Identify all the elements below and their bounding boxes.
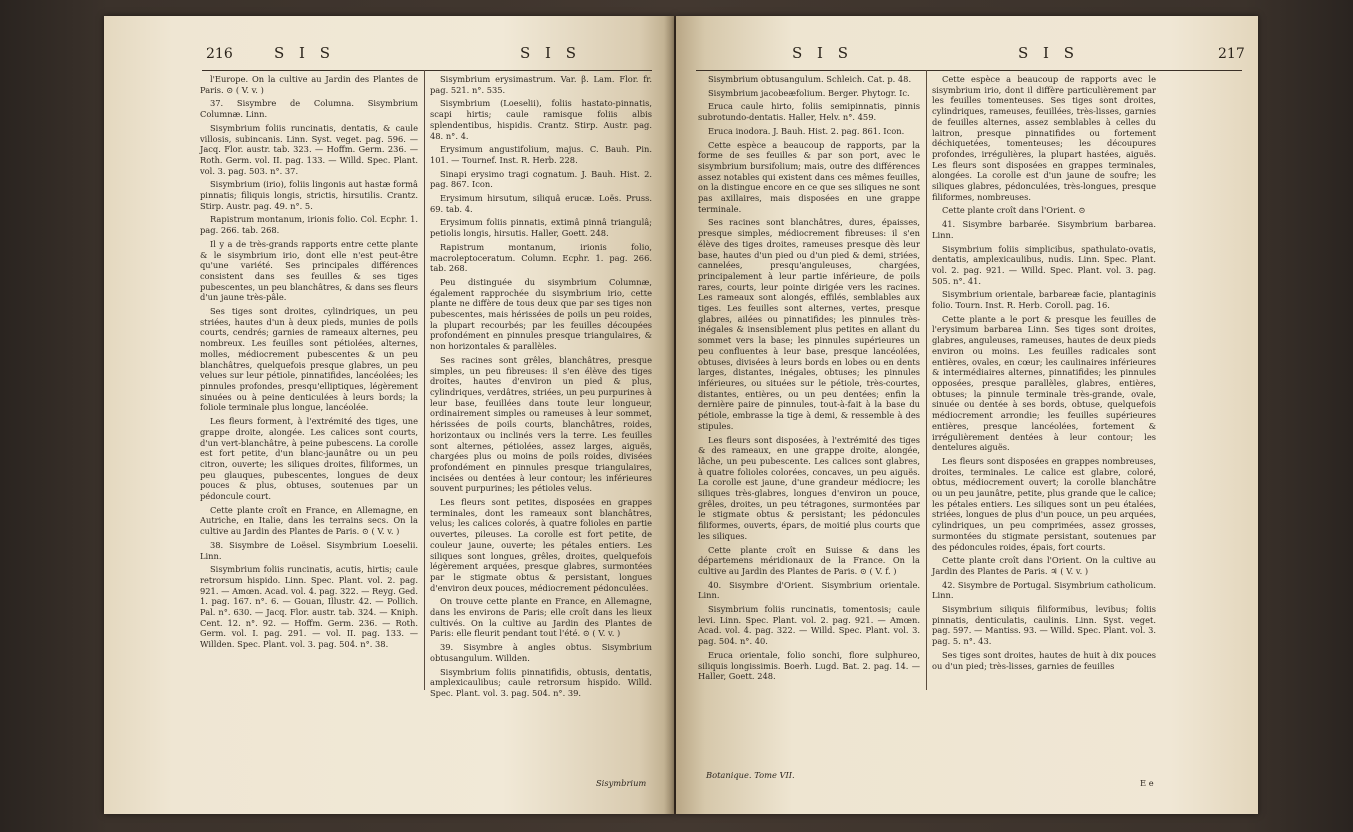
paragraph: Sisymbrium siliquis filiformibus, levibus; foliis pinnatis, denticulatis, caulinis. Linn. Syst. veget. pag. 597. — Mantiss. 93. — Willd. Spec. Plant. vol. 3. pag. 5. n°. 43. [932,604,1156,647]
paragraph: Erysimum foliis pinnatis, extimâ pinnâ triangulâ; petiolis longis, hirsutis. Haller, Goett. 248. [430,217,652,239]
left-page-number: 216 [206,46,233,62]
left-column-2 [430,74,652,702]
paragraph: Cette plante croît dans l'Orient. On la cultive au Jardin des Plantes de Paris. ♃ ( V. v. ) [932,555,1156,576]
right-column-divider [926,70,927,690]
paragraph: Sisymbrium erysimastrum. Var. β. Lam. Flor. fr. pag. 521. n°. 535. [430,74,652,95]
right-catchword: E e [1140,778,1154,788]
paragraph: Sisymbrium foliis simplicibus, spathulato-ovatis, dentatis, amplexicaulibus, nudis. Linn. Spec. Plant. vol. 2. pag. 921. — Willd. Spec. Plant. vol. 3. pag. 505. n°. 41. [932,243,1156,286]
paragraph: Rapistrum montanum, irionis folio. Col. Ecphr. 1. pag. 266. tab. 268. [200,214,418,236]
paragraph: Sisymbrium foliis runcinatis, acutis, hirtis; caule retrorsum hispido. Linn. Spec. Plant. vol. 2. pag. 921. — Amœn. Acad. vol. 4. pag. 322. — Reyg. Ged. 1. pag. 167. n°. 6. — Gouan, Illustr. 42. — Pollich. Pal. n°. 630. — Jacq. Flor. austr. tab. 324. — Kniph. Cent. 12. n°. 92. — Hoffm. Germ. 236. — Roth. Germ. vol. I. pag. 291. — vol. II. pag. 133. — Willden. Spec. Plant. vol. 3. pag. 504. n°. 38. [200,564,418,650]
right-header-1: S I S [792,44,854,62]
paragraph: Cette espèce a beaucoup de rapports avec le sisymbrium irio, dont il diffère particulièrement par les feuilles tomenteuses. Ses tiges sont droites, cylindriques, rameuses, feuillées, très-lisses, garnies de feuilles alternes, assez semblables à celles du laitron, presque pinnatifides ou fortement déchiquetées, tomenteuses; les découpures profondes, irrégulières, la plupart hastées, aiguës. Les fleurs sont disposées en grappes terminales, alongées. La corolle est d'un jaune de soufre; les siliques glabres, pédonculées, très-longues, presque filiformes, nombreuses. [932,74,1156,202]
paragraph: Erysimum hirsutum, siliquâ erucæ. Loës. Pruss. 69. tab. 4. [430,193,652,214]
paragraph: l'Europe. On la cultive au Jardin des Plantes de Paris. ⊙ ( V. v. ) [200,74,418,95]
paragraph: Les fleurs sont disposées en grappes nombreuses, droites, terminales. Le calice est glabre, coloré, obtus, médiocrement ouvert; la corolle blanchâtre ou un peu jaunâtre, petite, plus grande que le calice; les pétales entiers. Les siliques sont un peu étalées, striées, longues de plus d'un pouce, un peu arquées, cylindriques, un peu comprimées, assez grosses, surmontées du stigmate persistant, soutenues par des pédoncules roides, épais, fort courts. [932,455,1156,552]
paragraph: Ses tiges sont droites, cylindriques, un peu striées, hautes d'un à deux pieds, munies de poils courts, cendrés; garnies de rameaux alternes, peu nombreux. Les feuilles sont pétiolées, alternes, molles, médiocrement pubescentes & un peu blanchâtres, quelquefois presque glabres, un peu velues sur leur pétiole, pinnatifides, lancéolées; les pinnules profondes, presqu'elliptiques, légèrement sinuées ou à peine denticulées à leurs bords; la foliole terminale plus longue, lancéolée. [200,306,418,413]
left-header-1: S I S [274,44,336,62]
left-catchword: Sisymbrium [596,778,647,788]
paragraph: Sisymbrium foliis pinnatifidis, obtusis, dentatis, amplexicaulibus; caule retrorsum hispido. Willd. Spec. Plant. vol. 3. pag. 504. n°. 39. [430,666,652,698]
left-header-2: S I S [520,44,582,62]
paragraph: Sisymbrium (irio), foliis lingonis aut hastæ formâ pinnatis; filiquis longis, strictis, hirsutilis. Crantz. Stirp. Austr. pag. 49. n°. 5. [200,179,418,211]
right-header-2: S I S [1018,44,1080,62]
right-header-rule [696,70,1242,71]
left-column-divider [424,70,425,690]
right-column-1 [698,74,920,685]
left-header-rule [202,70,652,71]
paragraph: Sisymbrium orientale, barbareæ facie, plantaginis folio. Tourn. Inst. R. Herb. Coroll. pag. 16. [932,289,1156,311]
paragraph: Sisymbrium obtusangulum. Schleich. Cat. p. 48. [708,74,912,84]
paragraph: Cette plante croît en Suisse & dans les départemens méridionaux de la France. On la cultive au Jardin des Plantes de Paris. ⊙ ( V. f. ) [698,544,920,576]
paragraph: Eruca caule hirto, foliis semipinnatis, pinnis subrotundo-dentatis. Haller, Helv. n°. 459. [698,101,920,123]
right-signature-line: Botanique. Tome VII. [706,770,795,780]
paragraph: Peu distinguée du sisymbrium Columnæ, également rapprochée du sisymbrium irio, cette plante ne diffère de tous deux que par ses tiges non pubescentes, mais hérissées de poils un peu roides, la plupart recourbés; par les feuilles découpées profondément en pinnules presque triangulaires, & non horizontales & parallèles. [430,276,652,352]
paragraph: Ses racines sont grêles, blanchâtres, presque simples, un peu fibreuses: il s'en élève des tiges droites, hautes d'environ un pied & plus, cylindriques, verdâtres, striées, un peu purpurines à leur base, feuillées dans toute leur longueur, ordinairement simples ou rameuses à leur sommet, hérissées de poils courts, blanchâtres, roides, horizontaux ou inclinés vers la terre. Les feuilles sont alternes, pétiolées, assez larges, aiguës, chargées plus ou moins de poils roides, divisées profondément en pinnules presque triangulaires, incisées ou dentées à leur contour; les inférieures souvent purpurines; les pétioles velus. [430,354,652,494]
paragraph: Les fleurs sont disposées, à l'extrémité des tiges & des rameaux, en une grappe droite, alongée, lâche, un peu pubescente. Les calices sont glabres, à quatre folioles colorées, concaves, un peu aiguës. La corolle est jaune, d'une grandeur médiocre; les siliques très-glabres, longues d'environ un pouce, grêles, droites, un peu tétragones, surmontées par le stigmate obtus & persistant; les pédoncules filiformes, ouverts, épars, de moitié plus courts que les siliques. [698,434,920,541]
right-column-2 [932,74,1156,674]
paragraph: 42. Sisymbre de Portugal. Sisymbrium catholicum. Linn. [932,579,1156,601]
paragraph: Ses tiges sont droites, hautes de huit à dix pouces ou d'un pied; très-lisses, garnies de feuilles [932,649,1156,671]
paragraph: Sisymbrium jacobeæfolium. Berger. Phytogr. Ic. [708,87,910,98]
paragraph: Ses racines sont blanchâtres, dures, épaisses, presque simples, médiocrement fibreuses: il s'en élève des tiges droites, rameuses presque dès leur base, hautes d'un pied ou d'un pied & demi, striées, cannelées, presqu'anguleuses, chargées, principalement à leur partie inférieure, de poils rares, courts, leur pointe dirigée vers les racines. Les rameaux sont alongés, effilés, semblables aux tiges. Les feuilles sont alternes, vertes, presque glabres, ailées ou pinnatifides; les pinnules très-inégales & insensiblement plus petites en allant du sommet vers la base; les pinnules supérieures un peu confluentes à leur base, presque lancéolées, obtuses, divisées à leurs bords en lobes ou en dents larges, distantes, inégales, obtuses; les pinnules inférieures, ou situées sur le pétiole, très-courtes, distantes, entières, ou un peu dentées; enfin la dernière paire de pinnules, tout-à-fait à la base du pétiole, embrasse la tige à demi, & ressemble à des stipules. [698,217,920,431]
paragraph: Cette plante a le port & presque les feuilles de l'erysimum barbarea Linn. Ses tiges sont droites, glabres, anguleuses, rameuses, hautes de deux pieds environ ou moins. Les feuilles radicales sont entières, ovales, en cœur; les caulinaires inférieures & intermédiaires alternes, pinnatifides; les pinnules opposées, presque parallèles, glabres, entières, obtuses; la pinnule terminale très-grande, ovale, sinuée ou dentée à ses bords, obtuse, quelquefois médiocrement arrondie; les feuilles supérieures entières, presque lancéolées, fortement & irrégulièrement dentées à leur contour; les dentelures aiguës. [932,313,1156,453]
paragraph: 38. Sisymbre de Loësel. Sisymbrium Loeselii. Linn. [200,539,418,561]
paragraph: Sisymbrium foliis runcinatis, tomentosis; caule levi. Linn. Spec. Plant. vol. 2. pag. 921. — Amœn. Acad. vol. 4. pag. 322. — Willd. Spec. Plant. vol. 3. pag. 504. n°. 40. [698,604,920,647]
paragraph: Les fleurs sont petites, disposées en grappes terminales, dont les rameaux sont blanchâtres, velus; les calices colorés, à quatre folioles en partie ouvertes, pileuses. La corolle est fort petite, de couleur jaune, ouverte; les pétales entiers. Les siliques sont longues, grêles, droites, quelquefois légèrement arquées, presque glabres, surmontées par le stigmate obtus & persistant, longues d'environ deux pouces, médiocrement pédonculées. [430,497,652,593]
paragraph: Cette espèce a beaucoup de rapports, par la forme de ses feuilles & par son port, avec le sisymbrium bursifolium; mais, outre des différences assez notables qui existent dans ces mêmes feuilles, on la distingue encore en ce que ses siliques ne sont pas axillaires, mais disposées en une grappe terminale. [698,139,920,214]
paragraph: 39. Sisymbre à angles obtus. Sisymbrium obtusangulum. Willden. [430,642,652,663]
paragraph: Sinapi erysimo tragi cognatum. J. Bauh. Hist. 2. pag. 867. Icon. [430,168,652,190]
paragraph: Les fleurs forment, à l'extrémité des tiges, une grappe droite, alongée. Les calices sont courts, d'un vert-blanchâtre, à peine pubescens. La corolle est fort petite, d'un blanc-jaunâtre ou un peu citron, ouverte; les siliques droites, filiformes, un peu glauques, pubescentes, longues de deux pouces & plus, obtuses, soutenues par un pédoncule court. [200,416,418,502]
paragraph: 37. Sisymbre de Columna. Sisymbrium Columnæ. Linn. [200,98,418,120]
right-page-number: 217 [1218,46,1245,62]
paragraph: 41. Sisymbre barbarée. Sisymbrium barbarea. Linn. [932,219,1156,240]
paragraph: Il y a de très-grands rapports entre cette plante & le sisymbrium irio, dont elle n'est peut-être qu'une variété. Ses principales différences consistent dans ses feuilles & ses tiges pubescentes, un peu blanchâtres, & dans ses fleurs d'un jaune très-pâle. [200,238,418,303]
paragraph: Rapistrum montanum, irionis folio, macroleptoceratum. Column. Ecphr. 1. pag. 266. tab. 268. [430,241,652,274]
paragraph: On trouve cette plante en France, en Allemagne, dans les environs de Paris; elle croît dans les lieux cultivés. On la cultive au Jardin des Plantes de Paris: elle fleurit pendant tout l'été. ⊙ ( V. v. ) [430,596,652,639]
paragraph: 40. Sisymbre d'Orient. Sisymbrium orientale. Linn. [698,579,920,601]
paragraph: Eruca orientale, folio sonchi, flore sulphureo, siliquis longissimis. Boerh. Lugd. Bat. 2. pag. 14. — Haller, Goett. 248. [698,649,920,682]
paragraph: Cette plante croît en France, en Allemagne, en Autriche, en Italie, dans les terrains secs. On la cultive au Jardin des Plantes de Paris. ⊙ ( V. v. ) [200,504,418,537]
paragraph: Erysimum angustifolium, majus. C. Bauh. Pin. 101. — Tournef. Inst. R. Herb. 228. [430,144,652,165]
paragraph: Sisymbrium foliis runcinatis, dentatis, & caule villosis, subincanis. Linn. Syst. veget. pag. 596. — Jacq. Flor. austr. tab. 323. — Hoffm. Germ. 236. — Roth. Germ. vol. II. pag. 133. — Willd. Spec. Plant. vol. 3. pag. 503. n°. 37. [200,122,418,176]
left-column-1 [200,74,418,653]
paragraph: Sisymbrium (Loeselii), foliis hastato-pinnatis, scapi hirtis; caule ramisque foliis albis splendentibus, hispidis. Crantz. Stirp. Austr. pag. 48. n°. 4. [430,98,652,141]
paragraph: Eruca inodora. J. Bauh. Hist. 2. pag. 861. Icon. [708,125,905,136]
paragraph: Cette plante croît dans l'Orient. ⊙ [942,205,1086,216]
